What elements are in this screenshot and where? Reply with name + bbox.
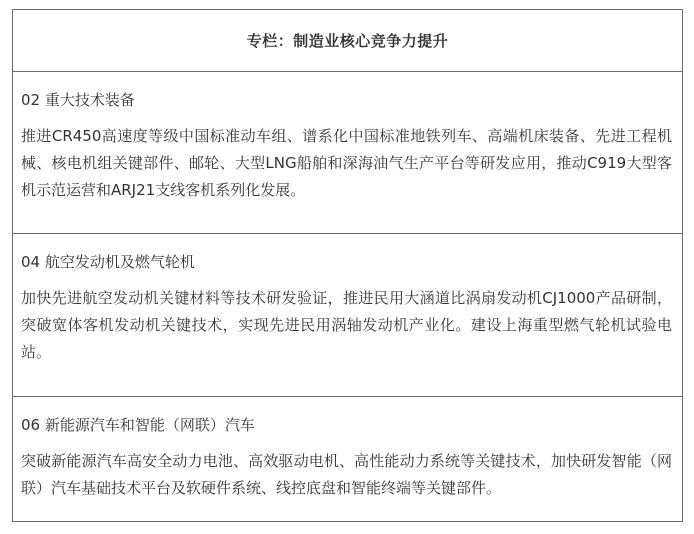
section-nev bbox=[13, 397, 682, 522]
section-body: 加快先进航空发动机关键材料等技术研发验证，推进民用大涵道比涡扇发动机CJ1000产品研制，突破宽体客机发动机关键技术，实现先进民用涡轴发动机产业化。建设上海重型燃气轮机试验电站。 bbox=[21, 289, 672, 361]
section-heading: 04 航空发动机及燃气轮机 bbox=[21, 253, 195, 271]
section-heading: 06 新能源汽车和智能（网联）汽车 bbox=[21, 416, 255, 434]
feature-box bbox=[12, 9, 683, 522]
section-aero-engine bbox=[13, 234, 682, 397]
section-body: 推进CR450高速度等级中国标准动车组、谱系化中国标准地铁列车、高端机床装备、先进工程机械、核电机组关键部件、邮轮、大型LNG船舶和深海油气生产平台等研发应用，推动C919大型客机示范运营和ARJ21支线客机系列化发展。 bbox=[21, 127, 672, 199]
section-heading: 02 重大技术装备 bbox=[21, 91, 135, 109]
section-body: 突破新能源汽车高安全动力电池、高效驱动电机、高性能动力系统等关键技术，加快研发智能（网联）汽车基础技术平台及软硬件系统、线控底盘和智能终端等关键部件。 bbox=[21, 452, 672, 497]
box-title: 专栏：制造业核心竞争力提升 bbox=[246, 32, 449, 50]
title-row bbox=[13, 10, 682, 72]
section-heavy-equipment bbox=[13, 72, 682, 234]
